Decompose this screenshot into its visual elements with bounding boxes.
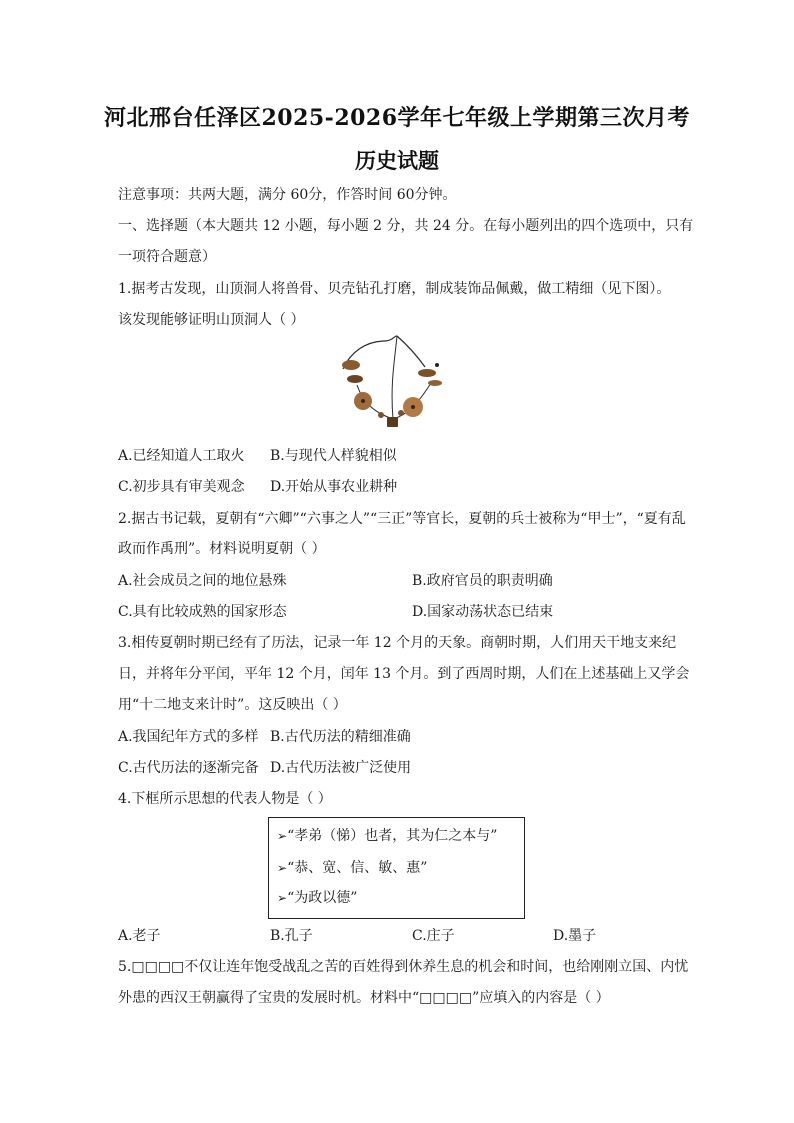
q4-stem: 4.下框所示思想的代表人物是（ ） xyxy=(118,791,332,807)
q3-stem-cont2: 用“十二地支来计时”。这反映出（ ） xyxy=(118,697,347,713)
q1-option-b: B.与现代人样貌相似 xyxy=(270,448,397,464)
q3-stem-cont: 日，并将年分平闰，平年 12 个月，闰年 13 个月。到了西周时期，人们在上述基础上又学会 xyxy=(118,666,690,682)
q2-option-b: B.政府官员的职责明确 xyxy=(412,573,553,589)
q3-option-d: D.古代历法被广泛使用 xyxy=(270,760,412,776)
q4-option-d: D.墨子 xyxy=(553,928,597,944)
q2-stem-cont: 政而作禹刑”。材料说明夏朝（ ） xyxy=(118,541,326,557)
quote-item: ➢“为政以德” xyxy=(277,890,358,906)
section-heading: 一、选择题（本大题共 12 小题，每小题 2 分，共 24 分。在每小题列出的四个选项中，只有 xyxy=(118,218,694,234)
q4-option-a: A.老子 xyxy=(118,928,161,944)
notice-text: 注意事项：共两大题，满分 60分，作答时间 60分钟。 xyxy=(118,187,457,203)
q3-stem: 3.相传夏朝时期已经有了历法，记录一年 12 个月的天象。商朝时期，人们用天干地支来纪 xyxy=(118,635,677,651)
q1-option-c: C.初步具有审美观念 xyxy=(118,479,245,495)
q1-option-d: D.开始从事农业耕种 xyxy=(270,479,398,495)
quote-box xyxy=(268,817,525,919)
arrow-bullet-icon: ➢ xyxy=(277,829,288,843)
quote-item: ➢“恭、宽、信、敏、惠” xyxy=(277,860,428,876)
q4-option-b: B.孔子 xyxy=(270,928,313,944)
q5-stem-cont: 外患的西汉王朝赢得了宝贵的发展时机。材料中“□□□□”应填入的内容是（ ） xyxy=(118,990,610,1006)
bone-shell-necklace-image xyxy=(335,333,455,433)
q5-stem: 5.□□□□不仅让连年饱受战乱之苦的百姓得到休养生息的机会和时间，也给刚刚立国、内忧 xyxy=(118,959,689,975)
section-heading-cont: 一项符合题意） xyxy=(118,249,216,265)
q2-option-a: A.社会成员之间的地位悬殊 xyxy=(118,573,287,589)
arrow-bullet-icon: ➢ xyxy=(277,861,288,875)
q2-option-c: C.具有比较成熟的国家形态 xyxy=(118,604,287,620)
q4-option-c: C.庄子 xyxy=(412,928,455,944)
q3-option-b: B.古代历法的精细准确 xyxy=(270,729,411,745)
exam-subtitle: 历史试题 xyxy=(355,148,439,173)
q1-stem: 1.据考古发现，山顶洞人将兽骨、贝壳钻孔打磨，制成装饰品佩戴，做工精细（见下图）。 xyxy=(118,281,671,297)
q3-option-c: C.古代历法的逐渐完备 xyxy=(118,760,259,776)
q2-option-d: D.国家动荡状态已结束 xyxy=(412,604,554,620)
q2-stem: 2.据古书记载，夏朝有“六卿”“六事之人”“三正”等官长，夏朝的兵士被称为“甲士”，“夏有乱 xyxy=(118,511,686,527)
exam-title: 河北邢台任泽区2025-2026学年七年级上学期第三次月考 xyxy=(103,105,691,131)
q1-stem-cont: 该发现能够证明山顶洞人（ ） xyxy=(118,312,305,328)
arrow-bullet-icon: ➢ xyxy=(277,891,288,905)
quote-item: ➢“孝弟（悌）也者，其为仁之本与” xyxy=(277,828,498,844)
q1-option-a: A.已经知道人工取火 xyxy=(118,448,245,464)
q3-option-a: A.我国纪年方式的多样 xyxy=(118,729,259,745)
